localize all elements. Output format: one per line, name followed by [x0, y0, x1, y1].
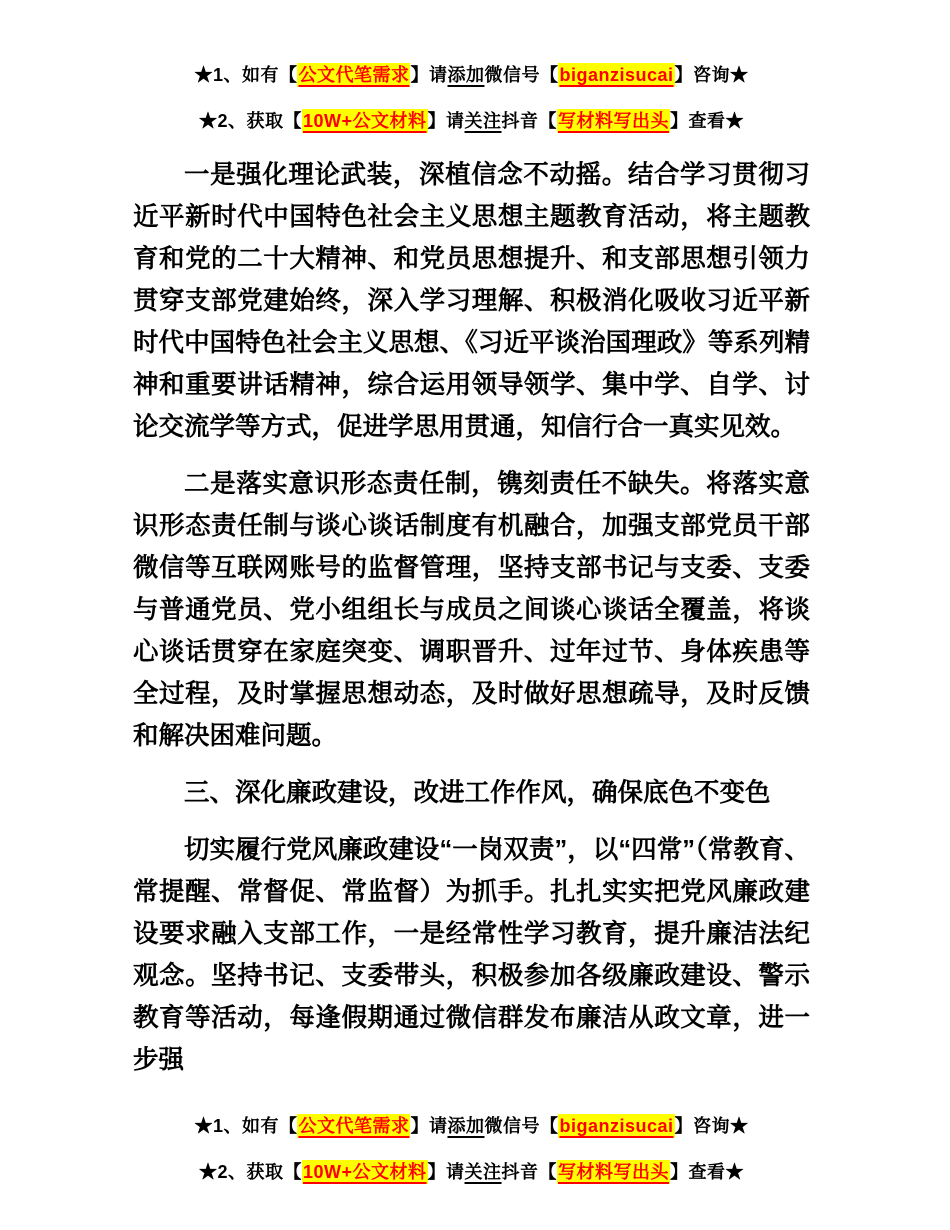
- section-heading: 三、深化廉政建设，改进工作作风，确保底色不变色: [184, 779, 771, 807]
- promo-footer: [133, 1103, 810, 1195]
- promo-text: ★2、获取【: [198, 111, 302, 131]
- promo-text: 】查看★: [670, 1162, 745, 1182]
- promo-underlined-text: 添加: [447, 65, 485, 85]
- body-paragraph: 二是落实意识形态责任制，镌刻责任不缺失。将落实意识形态责任制与谈心谈话制度有机融合，加强支部党员干部微信等互联网账号的监督管理，坚持支部书记与支委、支委与普通党员、党小组组长与成员之间谈心谈话全覆盖，将谈心谈话贯穿在家庭突变、调职晋升、过年过节、身体疾患等全过程，及时掌握思想动态，及时做好思想疏导，及时反馈和解决困难问题。: [133, 470, 810, 750]
- promo-text: 】请: [410, 65, 448, 85]
- promo-highlighted-text: 10W+公文材料: [302, 1162, 427, 1182]
- promo-text: ★1、如有【: [194, 65, 298, 85]
- promo-text: 微信号【: [484, 1116, 559, 1136]
- promo-text: 抖音【: [501, 1162, 558, 1182]
- promo-text: 】请: [427, 111, 465, 131]
- promo-highlighted-text: 10W+公文材料: [302, 111, 427, 131]
- promo-text: 微信号【: [484, 65, 559, 85]
- promo-highlighted-text: 公文代笔需求: [298, 1116, 410, 1136]
- promo-text: 】请: [410, 1116, 448, 1136]
- promo-underlined-text: 关注: [464, 111, 502, 131]
- promo-underlined-text: 添加: [447, 1116, 485, 1136]
- promo-line-1: [133, 1103, 810, 1149]
- promo-line-1: [133, 52, 810, 98]
- promo-line-2: [133, 98, 810, 144]
- promo-highlighted-text: biganzisucai: [559, 1116, 674, 1136]
- promo-highlighted-text: 写材料写出头: [558, 111, 670, 131]
- promo-text: ★2、获取【: [198, 1162, 302, 1182]
- promo-text: 】查看★: [670, 111, 745, 131]
- body-paragraph: 切实履行党风廉政建设“一岗双责”，以“四常”（常教育、常提醒、常督促、常监督）为抓手。扎扎实实把党风廉政建设要求融入支部工作，一是经常性学习教育，提升廉洁法纪观念。坚持书记、支委带头，积极参加各级廉政建设、警示教育等活动，每逢假期通过微信群发布廉洁从政文章，进一步强: [133, 836, 810, 1074]
- promo-text: 】咨询★: [674, 65, 749, 85]
- promo-line-2: [133, 1149, 810, 1195]
- promo-underlined-text: 关注: [464, 1162, 502, 1182]
- promo-header: [133, 52, 810, 144]
- document-body: [133, 154, 810, 1081]
- promo-text: 抖音【: [501, 111, 558, 131]
- promo-highlighted-text: biganzisucai: [559, 65, 674, 85]
- promo-highlighted-text: 公文代笔需求: [298, 65, 410, 85]
- body-paragraph: 一是强化理论武装，深植信念不动摇。结合学习贯彻习近平新时代中国特色社会主义思想主题教育活动，将主题教育和党的二十大精神、和党员思想提升、和支部思想引领力贯穿支部党建始终，深入学习理解、积极消化吸收习近平新时代中国特色社会主义思想、《习近平谈治国理政》等系列精神和重要讲话精神，综合运用领导领学、集中学、自学、讨论交流学等方式，促进学思用贯通，知信行合一真实见效。: [133, 161, 810, 441]
- promo-text: 】咨询★: [674, 1116, 749, 1136]
- promo-text: 】请: [427, 1162, 465, 1182]
- promo-highlighted-text: 写材料写出头: [558, 1162, 670, 1182]
- promo-text: ★1、如有【: [194, 1116, 298, 1136]
